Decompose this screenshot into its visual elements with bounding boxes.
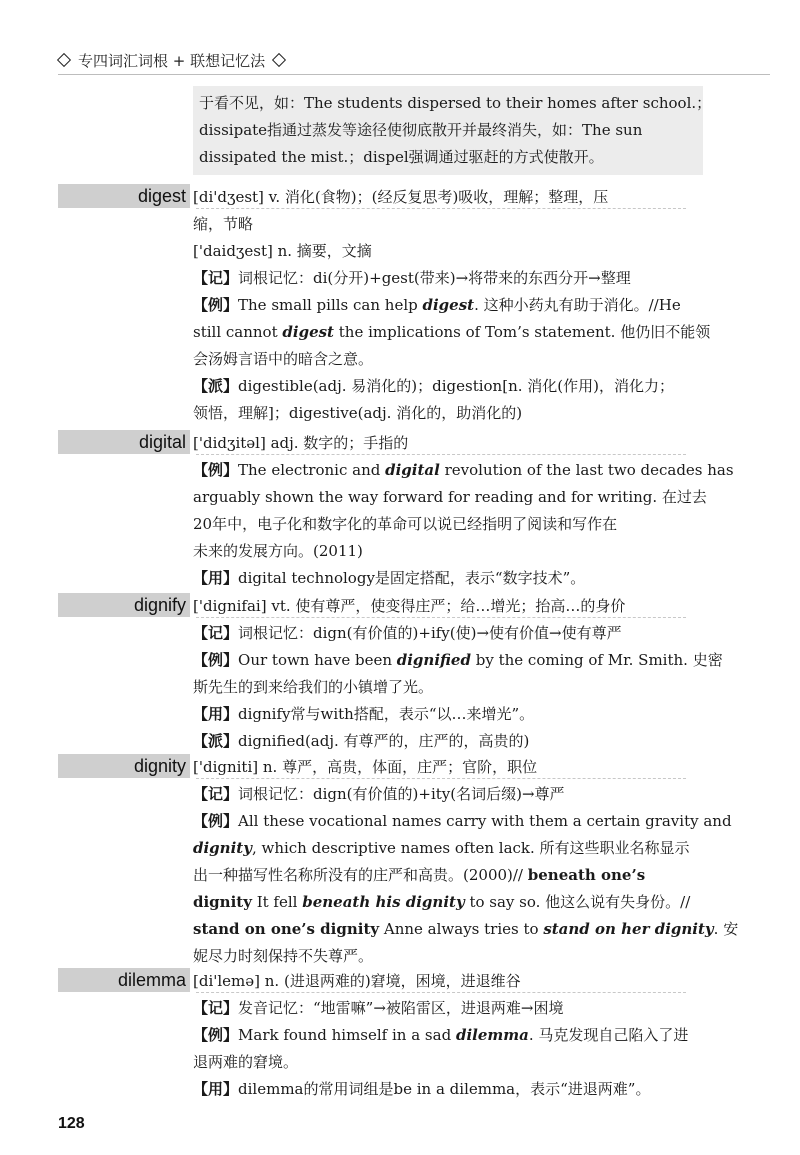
usage-label: 【用】 — [193, 569, 239, 587]
example-line: dignity, which descriptive names often lack. 所有这些职业名称显示 — [193, 839, 690, 857]
memory-line: 【记】词根记忆：dign(有价值的)+ity(名词后缀)→尊严 — [193, 785, 565, 803]
definition-line: ['didʒitəl] adj. 数字的；手指的 — [193, 434, 409, 452]
intro-continuation — [193, 86, 712, 175]
memory-line: 【记】词根记忆：di(分开)+gest(带来)→将带来的东西分开→整理 — [193, 269, 631, 287]
example-line: 出一种描写性名称所没有的庄严和高贵。(2000)// beneath one’s — [193, 866, 646, 884]
memory-line: 【记】词根记忆：dign(有价值的)+ify(使)→使有价值→使有尊严 — [193, 624, 622, 642]
example-line: 退两难的窘境。 — [193, 1053, 299, 1071]
definition-line: ['dignifai] vt. 使有尊严，使变得庄严；给…增光；抬高…的身价 — [193, 597, 626, 615]
derivative-line: 领悟，理解]；digestive(adj. 消化的，助消化的) — [193, 404, 523, 422]
usage-line: 【用】digital technology是固定搭配，表示“数字技术”。 — [193, 569, 586, 587]
memory-line: 【记】发音记忆：“地雷嘛”→被陷雷区，进退两难→困境 — [193, 999, 564, 1017]
memory-label: 【记】 — [193, 999, 239, 1017]
example-line: 妮尽力时刻保持不失尊严。 — [193, 947, 374, 965]
entry-dignify — [0, 593, 800, 750]
usage-line: 【用】dilemma的常用词组是be in a dilemma，表示“进退两难”。 — [193, 1080, 651, 1098]
example-line: 斯先生的到来给我们的小镇增了光。 — [193, 678, 434, 696]
entry-digest — [0, 184, 800, 422]
running-header — [58, 48, 758, 72]
derivative-label: 【派】 — [193, 732, 239, 750]
entry-dignity — [0, 754, 800, 965]
example-line: dignity It fell beneath his dignity to say so. 他这么说有失身份。// — [193, 893, 691, 911]
diamond-icon — [273, 54, 285, 66]
example-line: 【例】The small pills can help digest. 这种小药丸有助于消化。//He — [193, 296, 681, 314]
example-line: still cannot digest the implications of Tom’s statement. 他仍旧不能领 — [193, 323, 711, 341]
example-label: 【例】 — [193, 296, 239, 314]
entry-digital — [0, 430, 800, 587]
entry-dilemma — [0, 968, 800, 1098]
example-line: stand on one’s dignity Anne always tries to stand on her dignity. 安 — [193, 920, 739, 938]
definition-line: [di'dʒest] v. 消化(食物)；(经反复思考)吸收，理解；整理，压 — [193, 188, 609, 206]
headword: digest — [137, 186, 186, 206]
example-label: 【例】 — [193, 1026, 239, 1044]
example-line: 【例】Our town have been dignified by the coming of Mr. Smith. 史密 — [193, 651, 723, 669]
usage-line: 【用】dignify常与with搭配，表示“以…来增光”。 — [193, 705, 535, 723]
example-label: 【例】 — [193, 461, 239, 479]
memory-label: 【记】 — [193, 785, 239, 803]
example-line: 会汤姆言语中的暗含之意。 — [193, 350, 374, 368]
page-number: 128 — [58, 1115, 85, 1132]
headword: dignity — [133, 756, 186, 776]
intro-line: dissipate指通过蒸发等途径使彻底散开并最终消失，如：The sun — [199, 121, 643, 139]
derivative-line: 【派】dignified(adj. 有尊严的，庄严的，高贵的) — [193, 732, 530, 750]
example-line: 未来的发展方向。(2011) — [193, 542, 363, 560]
example-line: 20年中，电子化和数字化的革命可以说已经指明了阅读和写作在 — [193, 515, 618, 533]
usage-label: 【用】 — [193, 705, 239, 723]
headword: digital — [138, 432, 186, 452]
definition-line: [di'lemə] n. (进退两难的)窘境，困境，进退维谷 — [193, 972, 521, 990]
example-label: 【例】 — [193, 812, 239, 830]
memory-label: 【记】 — [193, 624, 239, 642]
intro-line: dissipated the mist.；dispel强调通过驱赶的方式使散开。 — [199, 148, 604, 166]
example-line: 【例】All these vocational names carry with them a certain gravity and — [193, 812, 732, 830]
definition-line: ['daidʒest] n. 摘要，文摘 — [193, 242, 372, 260]
definition-line: ['digniti] n. 尊严，高贵，体面，庄严；官阶，职位 — [193, 758, 538, 776]
diamond-icon — [58, 54, 70, 66]
header-rule — [58, 74, 770, 75]
headword: dignify — [133, 595, 186, 615]
example-label: 【例】 — [193, 651, 239, 669]
header-title: 专四词汇词根 + 联想记忆法 — [78, 51, 266, 70]
headword: dilemma — [117, 970, 186, 990]
derivative-line: 【派】digestible(adj. 易消化的)；digestion[n. 消化(作用)，消化力； — [193, 377, 674, 395]
intro-line: 于看不见，如：The students dispersed to their homes after school.； — [199, 94, 712, 112]
example-line: arguably shown the way forward for reading and for writing. 在过去 — [193, 488, 707, 506]
definition-line: 缩，节略 — [193, 215, 254, 233]
example-line: 【例】The electronic and digital revolution of the last two decades has — [193, 461, 734, 479]
memory-label: 【记】 — [193, 269, 239, 287]
example-line: 【例】Mark found himself in a sad dilemma. 马克发现自己陷入了进 — [193, 1026, 689, 1044]
usage-label: 【用】 — [193, 1080, 239, 1098]
derivative-label: 【派】 — [193, 377, 239, 395]
